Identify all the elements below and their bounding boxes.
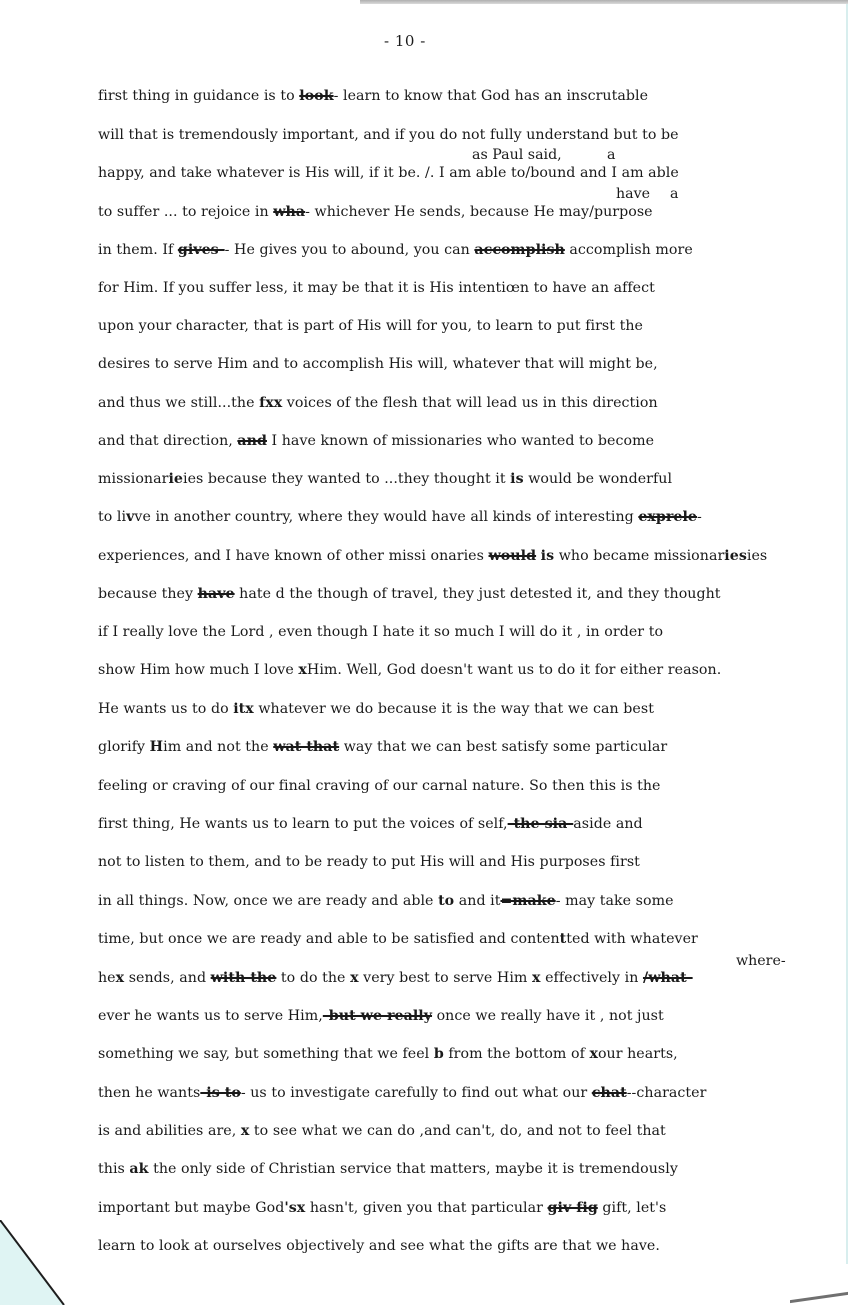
page-bottom-edge — [790, 1292, 848, 1303]
text-line — [98, 127, 679, 143]
text-run: ever he wants us to serve Him, — [98, 1008, 323, 1024]
page-top-edge — [360, 0, 848, 4]
text-run: to see what we can do ,and can't, do, and not to feel that — [249, 1123, 666, 1139]
text-line — [98, 280, 655, 296]
text-run: to suffer ... to rejoice in — [98, 204, 274, 220]
text-line — [98, 88, 648, 104]
text-run: hasn't, given you that particular — [305, 1200, 548, 1216]
struck-text: -the sia- — [507, 816, 574, 832]
text-line — [98, 1200, 666, 1216]
text-line — [98, 318, 643, 334]
text-run: the only side of Christian service that matters, maybe it is tremendously — [148, 1161, 678, 1177]
text-run: then he wants — [98, 1085, 201, 1101]
text-run: sends, and — [124, 970, 211, 986]
page-corner-curl — [0, 1220, 130, 1305]
text-run: - — [697, 509, 702, 525]
text-run: effectively in — [540, 970, 643, 986]
text-line — [98, 204, 653, 220]
text-run: time, but once we are ready and able to be satisfied and conten — [98, 931, 560, 947]
struck-text: giv fig — [547, 1200, 598, 1216]
text-run: once we really have it , not just — [432, 1008, 664, 1024]
text-run: ted with whatever — [566, 931, 698, 947]
text-run: show Him how much I love — [98, 662, 299, 678]
text-run: learn to look at ourselves objectively and see what the gifts are that we have. — [98, 1238, 660, 1254]
text-run: and it — [454, 893, 501, 909]
struck-text: have — [197, 586, 235, 602]
text-run: will that is tremendously important, and if you do not fully understand but to be — [98, 127, 679, 143]
struck-text: wha — [273, 204, 306, 220]
text-run: and that direction, — [98, 433, 238, 449]
overtyped-text: t — [559, 931, 567, 947]
text-run: would be wonderful — [523, 471, 673, 487]
text-run: - whichever He sends, because He may/purpose — [305, 204, 653, 220]
text-run: for Him. If you suffer less, it may be that it is His intentiœn to have an affect — [98, 280, 655, 296]
overtyped-text: x — [532, 970, 541, 986]
overtyped-text: 'sx — [284, 1200, 306, 1216]
text-run: - learn to know that God has an inscrutable — [333, 88, 649, 104]
text-run: first thing, He wants us to learn to put the voices of self, — [98, 816, 508, 832]
overtyped-text: ies — [724, 548, 747, 564]
text-run: ies because they wanted to ...they thought it — [183, 471, 511, 487]
struck-text: look — [299, 88, 334, 104]
text-run: desires to serve Him and to accomplish His will, whatever that will might be, — [98, 356, 658, 372]
text-line — [98, 1046, 678, 1062]
overtyped-text: to — [438, 893, 455, 909]
text-line — [98, 1085, 706, 1101]
text-line — [98, 970, 693, 986]
text-line — [98, 242, 693, 258]
text-run: important but maybe God — [98, 1200, 285, 1216]
page-number: - 10 - — [384, 32, 426, 50]
overtyped-text: x — [240, 1123, 250, 1139]
text-run: voices of the flesh that will lead us in this direction — [282, 395, 658, 411]
text-run: he — [98, 970, 116, 986]
text-run: very best to serve Him — [358, 970, 532, 986]
text-run: - us to investigate carefully to find out what our — [240, 1085, 592, 1101]
struck-text: exprele — [638, 509, 698, 525]
text-run: way that we can best satisfy some particular — [339, 739, 668, 755]
struck-text: -is to — [200, 1085, 241, 1101]
struck-text: /what- — [642, 970, 693, 986]
text-line — [98, 854, 640, 870]
text-run: He wants us to do — [98, 701, 234, 717]
text-run: is and abilities are, — [98, 1123, 241, 1139]
text-run: who became missionar — [554, 548, 725, 564]
text-run: first thing in guidance is to — [98, 88, 300, 104]
struck-text: chat — [591, 1085, 627, 1101]
struck-text: would — [488, 548, 537, 564]
text-run: not to listen to them, and to be ready to put His will and His purposes first — [98, 854, 640, 870]
text-line — [98, 165, 679, 181]
text-run: because they — [98, 586, 198, 602]
overtyped-text: v — [126, 509, 135, 525]
text-line — [98, 356, 658, 372]
overtyped-text: is — [510, 471, 524, 487]
insertion-have: have — [616, 186, 651, 202]
text-run: whatever we do because it is the way that we can best — [253, 701, 654, 717]
text-line — [98, 433, 654, 449]
overtyped-text: x — [589, 1046, 598, 1062]
text-line — [98, 662, 721, 678]
text-run: experiences, and I have known of other missi onaries — [98, 548, 489, 564]
text-line — [98, 1123, 666, 1139]
text-run: im and not the — [163, 739, 274, 755]
text-run: aside and — [573, 816, 643, 832]
text-line — [98, 395, 658, 411]
text-run: from the bottom of — [443, 1046, 590, 1062]
text-run: in them. If — [98, 242, 178, 258]
text-run: glorify — [98, 739, 150, 755]
text-line — [98, 1238, 660, 1254]
text-run: in all things. Now, once we are ready and able — [98, 893, 439, 909]
text-run: gift, let's — [597, 1200, 667, 1216]
text-run: accomplish more — [564, 242, 693, 258]
struck-text: gives- — [177, 242, 225, 258]
text-run: something we say, but something that we feel — [98, 1046, 434, 1062]
overtyped-text: H — [149, 739, 164, 755]
overtyped-text: x — [350, 970, 359, 986]
text-line — [98, 816, 643, 832]
text-run: to li — [98, 509, 127, 525]
text-run: this — [98, 1161, 130, 1177]
text-run: ies — [746, 548, 768, 564]
text-run: and thus we still...the — [98, 395, 260, 411]
insertion-a: a — [607, 147, 616, 163]
struck-text: and — [237, 433, 267, 449]
text-line — [98, 548, 767, 564]
text-run: Him. Well, God doesn't want us to do it for either reason. — [306, 662, 722, 678]
struck-text: wat that — [273, 739, 340, 755]
text-run: to do the — [276, 970, 351, 986]
text-run: if I really love the Lord , even though I hate it so much I will do it , in order to — [98, 624, 664, 640]
text-run: upon your character, that is part of His will for you, to learn to put first the — [98, 318, 643, 334]
overtyped-text: ie — [168, 471, 183, 487]
text-run: ve in another country, where they would have all kinds of interesting — [134, 509, 639, 525]
text-run: I have known of missionaries who wanted to become — [266, 433, 655, 449]
text-line — [98, 1161, 678, 1177]
insertion-as-paul-said: as Paul said, — [472, 147, 562, 163]
text-line — [98, 1008, 664, 1024]
overtyped-text: b — [433, 1046, 444, 1062]
text-line — [98, 471, 672, 487]
text-line — [98, 931, 698, 947]
text-line — [98, 624, 663, 640]
text-run: happy, and take whatever is His will, if it be. /. I am able to/bound and I am able — [98, 165, 679, 181]
struck-text: =make — [500, 893, 556, 909]
struck-text: accomplish — [474, 242, 565, 258]
struck-text: with the — [210, 970, 277, 986]
struck-text: -but we really — [322, 1008, 433, 1024]
text-run: hate d the though of travel, they just detested it, and they thought — [234, 586, 721, 602]
text-line — [98, 509, 702, 525]
overtyped-text: fxx — [259, 395, 283, 411]
overtyped-text: is — [540, 548, 555, 564]
text-line — [98, 778, 661, 794]
text-run: - He gives you to abound, you can — [224, 242, 475, 258]
text-line — [98, 701, 654, 717]
insertion-where: where- — [736, 953, 786, 969]
text-run: feeling or craving of our final craving of our carnal nature. So then this is the — [98, 778, 661, 794]
text-run: our hearts, — [597, 1046, 678, 1062]
text-line — [98, 586, 721, 602]
insertion-a-2: a — [670, 186, 679, 202]
overtyped-text: x — [298, 662, 307, 678]
text-line — [98, 739, 667, 755]
overtyped-text: itx — [233, 701, 254, 717]
overtyped-text: ak — [129, 1161, 149, 1177]
overtyped-text: x — [115, 970, 125, 986]
text-line — [98, 893, 674, 909]
text-run: - may take some — [555, 893, 674, 909]
text-run: missionar — [98, 471, 169, 487]
text-run: --character — [626, 1085, 707, 1101]
